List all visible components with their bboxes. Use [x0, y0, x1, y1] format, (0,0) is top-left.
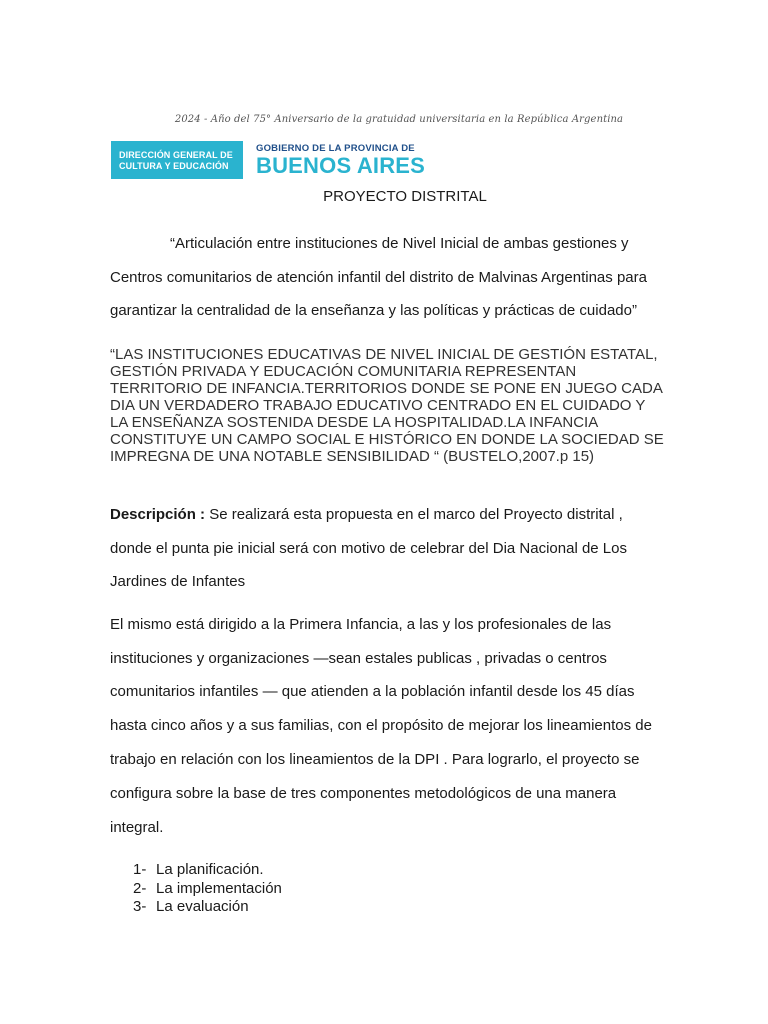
list-item: [133, 898, 282, 917]
list-number: 2-: [133, 879, 147, 897]
subtitle-line: garantizar la centralidad de la enseñanza y las políticas y prácticas de cuidado”: [110, 302, 637, 319]
subtitle-line: “Articulación entre instituciones de Nivel Inicial de ambas gestiones y: [170, 235, 629, 252]
body-line: configura sobre la base de tres componentes metodológicos de una manera: [110, 785, 617, 802]
quote-line: CONSTITUYE UN CAMPO SOCIAL E HISTÓRICO EN DONDE LA SOCIEDAD SE: [110, 431, 664, 448]
description-text: Se realizará esta propuesta en el marco del Proyecto distrital ,: [205, 506, 623, 523]
quote-line: GESTIÓN PRIVADA Y EDUCACIÓN COMUNITARIA REPRESENTAN: [110, 363, 577, 380]
dgce-logo: [111, 141, 243, 179]
logo-left-line1: DIRECCIÓN GENERAL DE: [119, 150, 233, 160]
description-line: donde el punta pie inicial será con motivo de celebrar del Dia Nacional de Los: [110, 540, 627, 557]
description-label: Descripción :: [110, 506, 206, 523]
government-logo: [256, 143, 425, 178]
list-item: [133, 861, 282, 880]
body-line: comunitarios infantiles — que atienden a la población infantil desde los 45 días: [110, 683, 635, 700]
list-text: La planificación.: [156, 861, 264, 878]
component-list: [133, 861, 282, 917]
body-line: integral.: [110, 819, 164, 836]
quote-line: DIA UN VERDADERO TRABAJO EDUCATIVO CENTRADO EN EL CUIDADO Y: [110, 397, 646, 414]
description-line: Jardines de Infantes: [110, 573, 246, 590]
logo-left-line2: CULTURA Y EDUCACIÓN: [119, 161, 229, 171]
header-note: 2024 - Año del 75° Aniversario de la gratuidad universitaria en la República Argentina: [174, 114, 624, 125]
list-text: La evaluación: [156, 898, 249, 915]
quote-block: [110, 346, 664, 465]
body-line: El mismo está dirigido a la Primera Infancia, a las y los profesionales de las: [110, 616, 612, 633]
list-text: La implementación: [156, 879, 282, 897]
quote-line: “LAS INSTITUCIONES EDUCATIVAS DE NIVEL INICIAL DE GESTIÓN ESTATAL,: [110, 346, 658, 363]
body-line: trabajo en relación con los lineamientos de la DPI . Para lograrlo, el proyecto se: [110, 751, 640, 768]
subtitle-line: Centros comunitarios de atención infantil del distrito de Malvinas Argentinas para: [110, 269, 647, 286]
list-number: 3-: [133, 898, 147, 915]
description-paragraph: [110, 506, 623, 523]
list-number: 1-: [133, 861, 147, 878]
document-title: PROYECTO DISTRITAL: [323, 188, 487, 205]
quote-line: LA ENSEÑANZA SOSTENIDA DESDE LA HOSPITALIDAD.LA INFANCIA: [110, 414, 599, 431]
body-line: instituciones y organizaciones —sean estales publicas , privadas o centros: [110, 650, 607, 667]
logo-right-line1: GOBIERNO DE LA PROVINCIA DE: [256, 143, 415, 154]
quote-line: IMPREGNA DE UNA NOTABLE SENSIBILIDAD “ (BUSTELO,2007.p 15): [110, 448, 595, 465]
list-item: [133, 880, 282, 899]
logo-right-line2: BUENOS AIRES: [256, 153, 426, 178]
quote-line: TERRITORIO DE INFANCIA.TERRITORIOS DONDE SE PONE EN JUEGO CADA: [110, 380, 663, 397]
body-line: hasta cinco años y a sus familias, con el propósito de mejorar los lineamientos de: [110, 717, 652, 734]
